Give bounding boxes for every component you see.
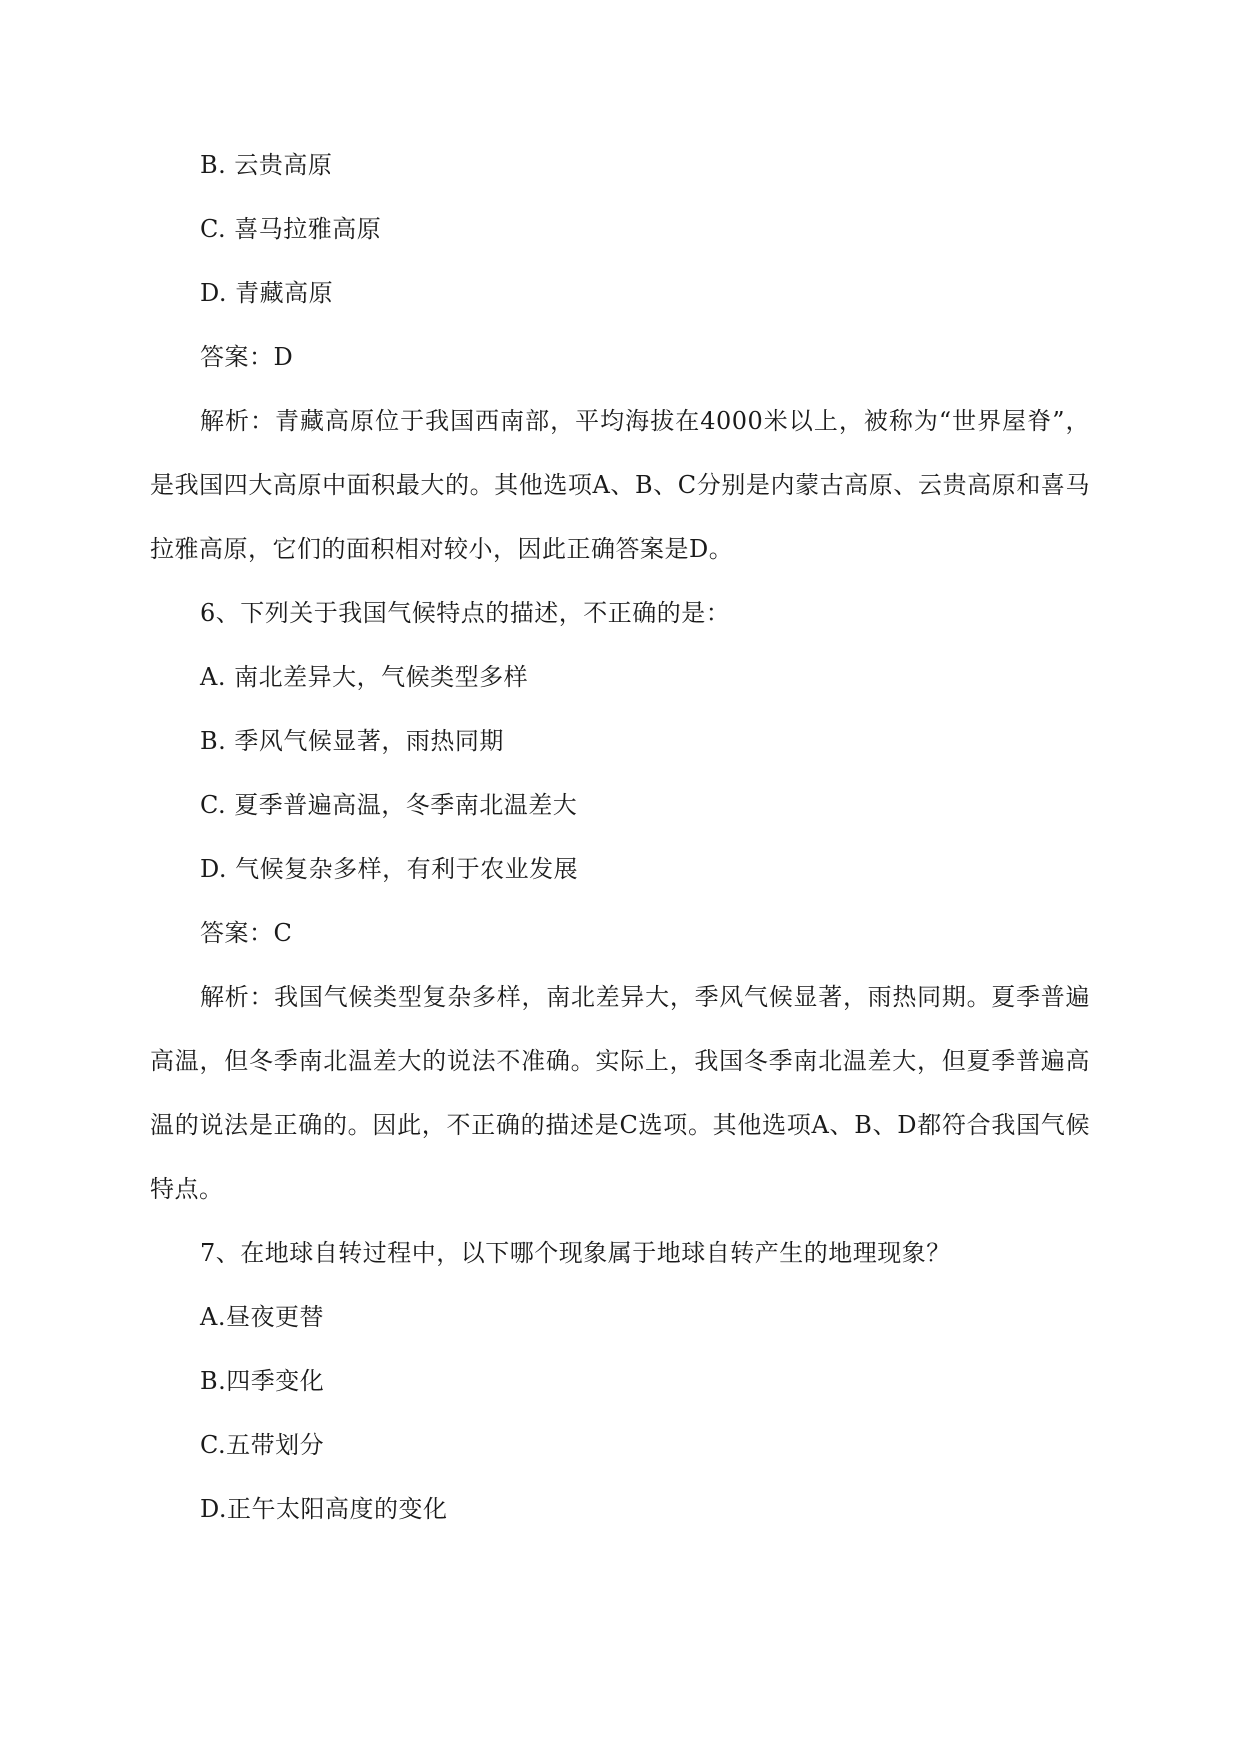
q5-option-b: B. 云贵高原 <box>200 151 333 179</box>
q6-option-a: A. 南北差异大，气候类型多样 <box>200 663 529 691</box>
q5-option-c: C. 喜马拉雅高原 <box>200 215 382 243</box>
q6-analysis-line: 特点。 <box>150 1175 224 1203</box>
q6-analysis-line: 高温，但冬季南北温差大的说法不准确。实际上，我国冬季南北温差大，但夏季普遍高 <box>150 1047 1090 1075</box>
q6-question: 6、下列关于我国气候特点的描述，不正确的是： <box>200 599 731 627</box>
q6-option-b: B. 季风气候显著，雨热同期 <box>200 727 504 755</box>
q6-analysis-line: 温的说法是正确的。因此，不正确的描述是C选项。其他选项A、B、D都符合我国气候 <box>150 1111 1090 1139</box>
q6-option-d: D. 气候复杂多样，有利于农业发展 <box>200 855 579 883</box>
q5-answer: 答案：D <box>200 343 294 371</box>
q5-analysis-line: 解析：青藏高原位于我国西南部，平均海拔在4000米以上，被称为“世界屋脊”， <box>200 407 1090 435</box>
q6-option-c: C. 夏季普遍高温，冬季南北温差大 <box>200 791 578 819</box>
q6-answer: 答案：C <box>200 919 293 947</box>
q7-question: 7、在地球自转过程中，以下哪个现象属于地球自转产生的地理现象？ <box>200 1239 951 1267</box>
q7-option-a: A.昼夜更替 <box>200 1303 324 1331</box>
q7-option-c: C.五带划分 <box>200 1431 325 1459</box>
q6-analysis-line: 解析：我国气候类型复杂多样，南北差异大，季风气候显著，雨热同期。夏季普遍 <box>200 983 1090 1011</box>
q7-option-b: B.四季变化 <box>200 1367 325 1395</box>
q5-option-d: D. 青藏高原 <box>200 279 334 307</box>
q5-analysis-line: 是我国四大高原中面积最大的。其他选项A、B、C分别是内蒙古高原、云贵高原和喜马 <box>150 471 1090 499</box>
q5-analysis-line: 拉雅高原，它们的面积相对较小，因此正确答案是D。 <box>150 535 734 563</box>
q7-option-d: D.正午太阳高度的变化 <box>200 1495 448 1523</box>
